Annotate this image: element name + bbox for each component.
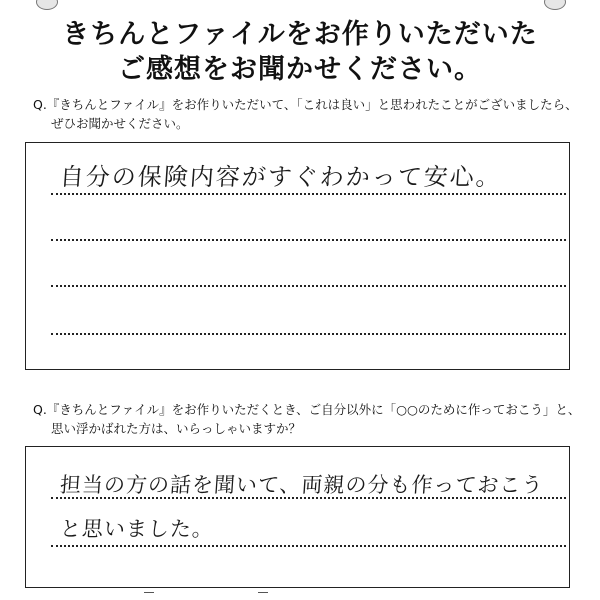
bottom-edge-mark (258, 592, 268, 599)
answer-1-handwriting-line-1: 自分の保険内容がすぐわかって安心。 (58, 163, 503, 191)
answer-2-handwriting-line-1: 担当の方の話を聞いて、両親の分も作っておこう (59, 473, 545, 497)
answer-1-ruled-line (51, 193, 566, 195)
question-2-line-1: Q.『きちんとファイル』をお作りいただくとき、ご自分以外に「○○のために作っておこう」と、 (33, 402, 581, 417)
answer-1-ruled-line (51, 239, 566, 241)
answer-2-ruled-line (51, 497, 566, 499)
question-2-line-2: 思い浮かばれた方は、いらっしゃいますか？ (51, 421, 302, 436)
page-title-line-2: ご感想をお聞かせください。 (118, 54, 482, 85)
page-title-line-1: きちんとファイルをお作りいただいた (62, 19, 538, 50)
answer-2-ruled-line (51, 545, 566, 547)
answer-1-ruled-line (51, 285, 566, 287)
answer-box-2 (25, 446, 570, 588)
question-1-line-1: Q.『きちんとファイル』をお作りいただいて、「これは良い」と思われたことがございましたら、 (33, 97, 578, 112)
question-2 (33, 400, 581, 438)
answer-box-1 (25, 142, 570, 370)
corner-mark (36, 0, 58, 10)
answer-2-handwriting-line-2: と思いました。 (59, 517, 215, 541)
question-1-line-2: ぜひお聞かせください。 (51, 116, 189, 131)
bottom-edge-marks (140, 592, 340, 600)
question-1 (33, 95, 578, 133)
answer-1-ruled-line (51, 333, 566, 335)
corner-mark (544, 0, 566, 10)
bottom-edge-mark (144, 592, 154, 599)
